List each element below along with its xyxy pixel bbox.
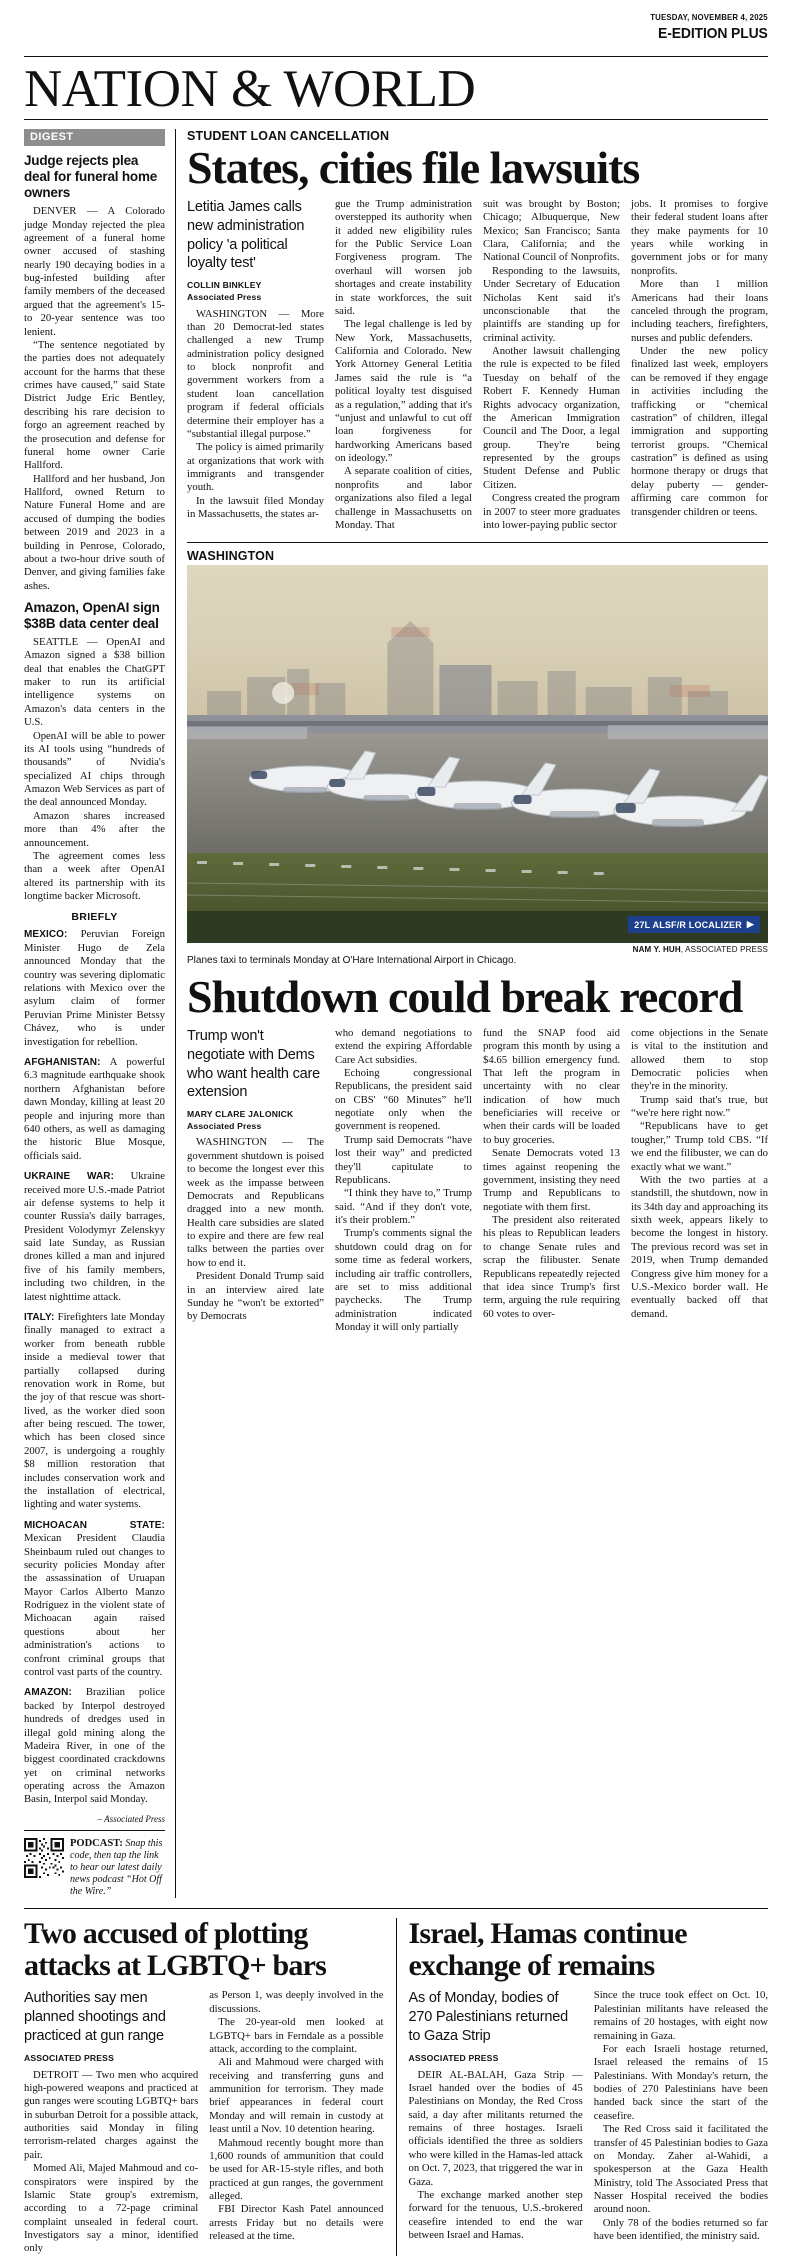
byline-org: Associated Press [187, 1120, 262, 1131]
paragraph: Mahmoud recently bought more than 1,600 rounds of ammunition that could be used for AR-15-style rifles, and both practiced at gun ranges, the government alleged. [209, 2136, 384, 2203]
paragraph: SEATTLE — OpenAI and Amazon signed a $38 billion deal that enables the ChatGPT maker to run its artificial intelligence systems on Amazon's data centers in the U.S. [24, 635, 165, 729]
photo-credit [187, 945, 768, 954]
byline-author: COLLIN BINKLEY [187, 280, 262, 291]
article-body [409, 2069, 583, 2243]
brief-label: UKRAINE WAR: [24, 1171, 115, 1183]
bottom-right-deck: As of Monday, bodies of 270 Palestinians returned to Gaza Strip [408, 1990, 568, 2045]
byline [187, 280, 324, 303]
brief-text: Peruvian Foreign Minister Hugo de Zela announced Monday that the country was severing diplomatic relations with Mexico over the asylum claim of former Peruvian Prime Minister Betssy Chávez, who is under investigation for rebellion. [24, 928, 165, 1048]
brief-label: MEXICO: [24, 929, 68, 941]
paragraph: The president also reiterated his pleas to Republican leaders to change Senate rules and scrap the filibuster. Senate Republicans repeatedly rejected that idea since Trump's first term, arguing the rule requiring 60 votes to over- [483, 1214, 620, 1320]
digest-body [24, 636, 165, 904]
byline-org: Associated Press [187, 291, 262, 302]
byline [187, 1109, 324, 1132]
paragraph: In the lawsuit filed Monday in Massachusetts, the states ar- [187, 494, 324, 521]
paragraph: DETROIT — Two men who acquired high-powered weapons and practiced at gun ranges were scouting LGBTQ+ bars in suburban Detroit for a possible attack, authorities said Monday in filing terrorism-related charges against the pair. [24, 2068, 199, 2161]
paragraph: gue the Trump administration overstepped its authority when it added new eligibility rules for the Public Service Loan Forgiveness program. The overhaul will worsen job shortages and create instability in state workforces, the suit said. [335, 197, 472, 317]
lead-story-columns [187, 198, 768, 532]
digest-badge: DIGEST [24, 129, 165, 147]
article-column [631, 198, 768, 532]
paragraph: DENVER — A Colorado judge Monday rejected the plea agreement of a funeral home owner accused of stashing nearly 190 decaying bodies in a bug-infested building after family members of the deceased argued that the agreement's 15- to 20-year sentence was too lenient. [24, 205, 165, 338]
article-body [187, 308, 324, 522]
paragraph: Senate Democrats voted 13 times against reopening the government, insisting they need Trump and Republicans to negotiate with them first. [483, 1147, 620, 1213]
paragraph: WASHINGTON — More than 20 Democrat-led states challenged a new Trump administration policy designed to block nonprofit and government workers from a student loan cancellation program if federal officials determine their employer has a “substantial illegal purpose.” [187, 307, 324, 440]
paragraph: “The sentence negotiated by the parties does not adequately account for the harms that these crimes have caused,” said State District Judge Eric Bentley, describing his rare decision to forgo an agreement reached by the prosecution and defense for funeral home owner Carie Hallford. [24, 338, 165, 472]
paragraph: More than 1 million Americans had their loans canceled through the program, including teachers, firefighters, nurses and public defenders. [631, 278, 768, 344]
bottom-right-columns [409, 1989, 769, 2243]
article-body [483, 198, 620, 532]
digest-headline: Judge rejects plea deal for funeral home owners [24, 153, 158, 201]
paragraph: suit was brought by Boston; Chicago; Albuquerque, New Mexico; San Francisco; Santa Clara, California; and the National Council of Nonprofits. [483, 197, 620, 264]
photo-kicker: WASHINGTON [187, 549, 275, 564]
briefly-header: BRIEFLY [71, 911, 118, 924]
paragraph: WASHINGTON — The government shutdown is poised to become the longest ever this week as the impasse between Democrats and Republicans dragged into a new month. Health care subsidies are slated to expire and there are few real talks between the parties over how to end it. [187, 1136, 324, 1269]
paragraph: The agreement comes less than a week after OpenAI altered its partnership with its longtime backer Microsoft. [24, 849, 165, 903]
bottom-left-headline: Two accused of plotting attacks at LGBTQ+ bars [24, 1917, 327, 1982]
article-body [24, 2069, 198, 2256]
section-title: NATION & WORLD [24, 60, 476, 118]
masthead [24, 0, 768, 42]
bottom-left-deck: Authorities say men planned shootings and practiced at gun range [24, 1990, 166, 2045]
digest-credit: – Associated Press [97, 1813, 165, 1824]
article-column [187, 1027, 335, 1335]
brief-item [24, 1311, 165, 1512]
photo-caption: Planes taxi to terminals Monday at O'Hare International Airport in Chicago. [187, 955, 517, 967]
photo-agency: , ASSOCIATED PRESS [680, 945, 768, 955]
byline-org: ASSOCIATED PRESS [408, 2052, 499, 2063]
article-column [24, 1989, 209, 2255]
paragraph: The legal challenge is led by New York, Massachusetts, California and Colorado. New York Attorney General Letitia James said the rule is “a political loyalty test disguised as a regulation,” adding that it's “unjust and unlawful to cut off loan forgiveness for hardworking Americans based on ideology.” [335, 318, 472, 465]
paragraph: The Red Cross said it facilitated the transfer of 45 Palestinian bodies to Gaza on Monday. Zaher al-Wahidi, a spokesperson at the Gaza Health Ministry, told The Associated Press that Nasser Hospital received the bodies around noon. [593, 2123, 768, 2216]
paragraph: For each Israeli hostage returned, Israel released the remains of 15 Palestinians. With Monday's return, the bodies of 270 Palestinians have been handed back since the start of the ceasefire. [593, 2042, 768, 2122]
article-body [631, 1027, 768, 1321]
photo-story [187, 549, 768, 1334]
article-column [594, 1989, 768, 2243]
paragraph: Trump's comments signal the shutdown could drag on for some time as federal workers, including air traffic controllers, are set to miss additional paychecks. The Trump administration indicated Monday it will only partially [335, 1227, 472, 1334]
brief-label: AMAZON: [24, 1687, 72, 1699]
paragraph: DEIR AL-BALAH, Gaza Strip — Israel handed over the bodies of 45 Palestinians on Monday, the Red Cross said, a day after militants returned the remains of three hostages. Israeli officials identified the three as soldiers who were killed in the Hamas-led attack on Oct. 7, 2023, that triggered the war in Gaza. [408, 2068, 583, 2188]
article-column [631, 1027, 768, 1335]
brief-item [24, 1056, 165, 1163]
bottom-stories [24, 1918, 768, 2255]
paragraph: Only 78 of the bodies returned so far have been identified, the ministry said. [593, 2216, 768, 2243]
brief-text: A powerful 6.3 magnitude earthquake shook northern Afghanistan before dawn Monday, killing at least 20 people and injuring more than 640 others, as well as damaging the historic Blue Mosque, officials said. [24, 1055, 165, 1162]
byline-org: ASSOCIATED PRESS [24, 2052, 114, 2063]
podcast-label: PODCAST: [70, 1837, 123, 1849]
article-body [335, 198, 472, 532]
brief-item [24, 1170, 165, 1304]
paragraph: Trump said Democrats “have lost their way” and predicted they'll capitulate to Republicans. [335, 1133, 472, 1186]
article-body [335, 1027, 472, 1335]
paragraph: Echoing congressional Republicans, the president said on CBS' “60 Minutes” he'll negotiate only when the government is reopened. [335, 1066, 472, 1133]
digest-story [24, 600, 165, 903]
bottom-section-rule [24, 1908, 768, 1909]
podcast-promo[interactable] [24, 1830, 165, 1899]
brief-item [24, 1686, 165, 1807]
photo-story-deck: Trump won't negotiate with Dems who want health care extension [187, 1027, 321, 1101]
article-body [483, 1027, 620, 1321]
brief-label: ITALY: [24, 1311, 55, 1323]
digest-body [24, 205, 165, 593]
digest-headline: Amazon, OpenAI sign $38B data center deal [24, 600, 160, 631]
lead-deck: Letitia James calls new administration policy 'a political loyalty test' [187, 198, 305, 272]
brief-label: MICHOACAN STATE: [24, 1519, 165, 1531]
paragraph: The policy is aimed primarily at organizations that work with immigrants and transgender youth. [187, 441, 324, 494]
paragraph: Ali and Mahmoud were charged with receiving and transferring guns and ammunition for terrorism. They made brief appearances in federal court Monday and will remain in custody at least until a Nov. 10 detention hearing. [209, 2056, 384, 2136]
brief-text: Ukraine received more U.S.-made Patriot air defense systems to help it counter Russia's daily barrages, President Volodymyr Zelenskyy said late Sunday, as Russian drones killed a man and injured five of his family members, including two children, in the latest nighttime attack. [24, 1170, 165, 1303]
photo-story-columns [187, 1027, 768, 1335]
paragraph: who demand negotiations to extend the expiring Affordable Care Act subsidies. [335, 1026, 472, 1066]
paragraph: Another lawsuit challenging the rule is expected to be filed Tuesday on behalf of the Robert F. Kennedy Human Rights advocacy organization, the American Immigration Council and The Door, a legal group. They're being represented by the groups Student Defense and Public Citizen. [483, 345, 620, 491]
brief-item [24, 1519, 165, 1680]
byline-author: MARY CLARE JALONICK [187, 1109, 294, 1120]
paragraph: A separate coalition of cities, nonprofits and labor organizations also filed a legal challenge in Massachusetts on Monday. That [335, 465, 472, 531]
brief-item [24, 928, 165, 1049]
paragraph: FBI Director Kash Patel announced arrests Friday but no details were released at the time. [209, 2203, 384, 2243]
bottom-right-story [397, 1918, 769, 2255]
bottom-left-columns [24, 1989, 384, 2255]
article-column [209, 1989, 383, 2255]
section-rule [24, 119, 768, 120]
lead-headline: States, cities file lawsuits [187, 141, 640, 193]
paragraph: Congress created the program in 2007 to steer more graduates into lower-paying public sector [483, 492, 620, 531]
paragraph: OpenAI will be able to power its AI tools using “hundreds of thousands” of Nvidia's specialized AI chips through Amazon Web Services as part of the deal announced Monday. [24, 729, 165, 809]
bottom-left-story [24, 1918, 396, 2255]
airport-runway-photo [187, 565, 768, 943]
localizer-label: 27L ALSF/R LOCALIZER [634, 919, 742, 930]
article-body [594, 1989, 768, 2243]
photo-story-headline: Shutdown could break record [187, 970, 743, 1022]
paragraph: Responding to the lawsuits, Under Secretary of Education Nicholas Kent said it's unconscionable that the plaintiffs are standing up for criminal activity. [483, 264, 620, 344]
brief-label: AFGHANISTAN: [24, 1056, 101, 1068]
paragraph: as Person 1, was deeply involved in the discussions. [209, 1989, 384, 2015]
paragraph: President Donald Trump said in an interview aired late Sunday he “won't be extorted” by Democrats [187, 1270, 324, 1323]
lead-kicker: STUDENT LOAN CANCELLATION [187, 128, 390, 143]
byline [409, 2053, 583, 2065]
digest-column [24, 129, 175, 1898]
paragraph: come objections in the Senate is vital to the institution and allowed them to stop Democratic policies when they're in the minority. [631, 1026, 768, 1093]
paragraph: “I think they have to,” Trump said. “And if they don't vote, it's their problem.” [335, 1187, 472, 1227]
podcast-text [70, 1838, 165, 1899]
article-column [335, 198, 483, 532]
bottom-right-headline: Israel, Hamas continue exchange of remains [408, 1917, 687, 1982]
briefs-list [24, 928, 165, 1806]
article-body [187, 1136, 324, 1323]
brief-text: Mexican President Claudia Sheinbaum ruled out changes to security policies Monday after the assassination of Uruapan Mayor Carlos Alberto Manzo Rodríguez in the violent state of Michoacan again raised questions about her administration's actions to confront criminal groups that control vast parts of the country. [24, 1532, 165, 1678]
brief-text: Firefighters late Monday finally managed to extract a worker from beneath rubble inside a medieval tower that partially collapsed during renovation work in Rome, but the joy of that rescue was short-lived, as the worker died soon after being rescued. The tower, which has been closed since 2007, is undergoing a roughly $8 million restoration that includes conservation work and the installation of electrical, lighting and water systems. [24, 1310, 165, 1511]
photo-block [187, 565, 768, 943]
paragraph: Under the new policy finalized last week, employers can be removed if they engage in activities including the trafficking or “chemical castration” of children, illegal immigration and supporting terrorist groups. “Chemical castration” is defined as using hormone therapy or drugs that delay puberty — gender-affirming care common for transgender children or teens. [631, 345, 768, 518]
byline [24, 2053, 198, 2065]
article-column [335, 1027, 483, 1335]
paragraph: Trump said that's true, but “we're here right now.” [631, 1093, 768, 1120]
paragraph: The exchange marked another step forward for the tenuous, U.S.-brokered ceasefire intended to end the war between Israel and Hamas. [408, 2188, 583, 2242]
lead-story [187, 129, 768, 532]
paragraph: Momed Ali, Majed Mahmoud and co-conspirators were inspired by the Islamic State group's extremism, according to a 72-page criminal complaint unsealed in federal court. Investigators say a minor, identified only [24, 2162, 199, 2255]
paragraph: With the two parties at a standstill, the shutdown, now in its 34th day and approaching its sixth week, appears likely to become the longest in history. The previous record was set in 2019, when Trump demanded Congress give him money for a U.S.-Mexico border wall. He eventually backed off that demand. [631, 1173, 768, 1320]
photographer-name: NAM Y. HUH [632, 945, 681, 955]
article-column [483, 1027, 631, 1335]
digest-story [24, 153, 165, 593]
edition-label: E-EDITION PLUS [658, 25, 768, 42]
paragraph: Amazon shares increased more than 4% after the announcement. [24, 809, 165, 849]
arrow-right-icon: ▶ [746, 919, 754, 930]
article-body [209, 1989, 383, 2243]
story-divider [187, 542, 768, 543]
qr-code-icon[interactable] [24, 1838, 64, 1878]
article-column [409, 1989, 594, 2243]
localizer-sign [628, 916, 760, 933]
paragraph: The 20-year-old men looked at LGBTQ+ bars in Ferndale as a possible attack, according to the complaint. [209, 2016, 384, 2055]
article-column [483, 198, 631, 532]
podcast-copy: Snap this code, then tap the link to hear our latest daily news podcast “Hot Off the Wire.” [70, 1837, 163, 1898]
paragraph: Since the truce took effect on Oct. 10, Palestinian militants have released the remains of 20 hostages, with eight now remaining in Gaza. [593, 1989, 768, 2042]
paragraph: “Republicans have to get tougher,” Trump told CBS. “If we end the filibuster, we can do exactly what we want.” [631, 1120, 768, 1173]
paragraph: Hallford and her husband, Jon Hallford, owned Return to Nature Funeral Home and are accused of dumping the bodies between 2019 and 2023 in a building in Penrose, Colorado, about a two-hour drive south of Denver, and giving families fake ashes. [24, 472, 165, 592]
issue-date: TUESDAY, NOVEMBER 4, 2025 [650, 12, 768, 22]
article-column [187, 198, 335, 532]
paragraph: jobs. It promises to forgive their federal student loans after they make payments for 10 years while working in government jobs or for many nonprofits. [631, 197, 768, 277]
paragraph: fund the SNAP food aid program this month by using a $4.65 billion emergency fund. That left the program in uncertainty with no clear indication of how much beneficiaries will receive or when their cards will be loaded to buy groceries. [483, 1026, 620, 1146]
brief-text: Brazilian police backed by Interpol destroyed hundreds of dredges used in illegal gold mining along the Madeira River, in one of the biggest coordinated crackdowns yet on criminal networks operating across the Amazon Basin, Interpol said Monday. [24, 1686, 165, 1806]
article-body [631, 198, 768, 519]
